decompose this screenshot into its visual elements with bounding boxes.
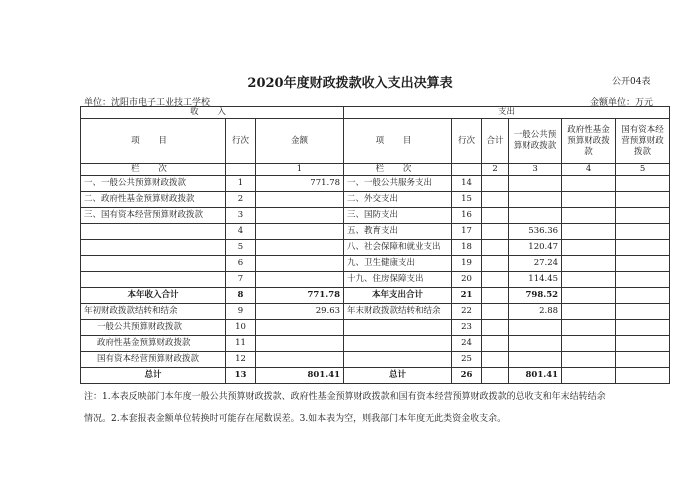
income-row-no-cell: 3 bbox=[226, 208, 256, 224]
gov-fund-cell bbox=[562, 304, 616, 320]
gov-fund-cell bbox=[562, 176, 616, 192]
expense-item-header: 项 目 bbox=[344, 119, 452, 164]
table-row bbox=[81, 240, 670, 256]
expense-total-cell bbox=[482, 176, 509, 192]
expense-row-no-cell: 23 bbox=[452, 320, 482, 336]
state-capital-cell bbox=[616, 256, 670, 272]
general-budget-cell: 536.36 bbox=[509, 224, 562, 240]
income-amount-cell: 771.78 bbox=[256, 288, 344, 304]
income-item-cell: 政府性基金预算财政拨款 bbox=[81, 336, 226, 352]
lan-col-3: 3 bbox=[509, 164, 562, 176]
expense-item-cell: 八、社会保障和就业支出 bbox=[344, 240, 452, 256]
income-row-no-cell: 5 bbox=[226, 240, 256, 256]
general-budget-cell: 798.52 bbox=[509, 288, 562, 304]
general-budget-cell: 801.41 bbox=[509, 368, 562, 384]
income-item-cell: 一、一般公共预算财政拨款 bbox=[81, 176, 226, 192]
table-row bbox=[81, 208, 670, 224]
expense-item-cell: 九、卫生健康支出 bbox=[344, 256, 452, 272]
table-row bbox=[81, 224, 670, 240]
expense-item-cell: 年末财政拨款结转和结余 bbox=[344, 304, 452, 320]
expense-total-cell bbox=[482, 224, 509, 240]
state-capital-cell bbox=[616, 304, 670, 320]
gov-fund-cell bbox=[562, 352, 616, 368]
expense-item-cell: 二、外交支出 bbox=[344, 192, 452, 208]
state-capital-cell bbox=[616, 288, 670, 304]
expense-item-cell: 总计 bbox=[344, 368, 452, 384]
income-amount-header: 金额 bbox=[256, 119, 344, 164]
expense-total-cell bbox=[482, 320, 509, 336]
income-item-cell: 国有资本经营预算财政拨款 bbox=[81, 352, 226, 368]
gov-fund-cell bbox=[562, 368, 616, 384]
general-budget-cell: 120.47 bbox=[509, 240, 562, 256]
income-row-no-cell: 2 bbox=[226, 192, 256, 208]
amount-unit-label: 金额单位：万元 bbox=[590, 98, 654, 108]
table-row bbox=[81, 192, 670, 208]
income-item-cell: 本年收入合计 bbox=[81, 288, 226, 304]
income-item-cell: 三、国有资本经营预算财政拨款 bbox=[81, 208, 226, 224]
table-row bbox=[81, 272, 670, 288]
income-row-no-cell: 7 bbox=[226, 272, 256, 288]
form-number: 公开04表 bbox=[612, 77, 651, 87]
state-capital-header: 国有资本经营预算财政拨款 bbox=[616, 119, 670, 164]
income-item-cell bbox=[81, 224, 226, 240]
gov-fund-cell bbox=[562, 256, 616, 272]
page-title: 2020年度财政拨款收入支出决算表 bbox=[247, 76, 453, 91]
lan-label-left: 栏 次 bbox=[81, 164, 226, 176]
gov-fund-cell bbox=[562, 288, 616, 304]
general-budget-cell: 27.24 bbox=[509, 256, 562, 272]
budget-table bbox=[80, 106, 670, 384]
expense-row-no-header: 行次 bbox=[452, 119, 482, 164]
lan-col-2: 2 bbox=[482, 164, 509, 176]
expense-item-cell: 十九、住房保障支出 bbox=[344, 272, 452, 288]
lan-empty-left bbox=[226, 164, 256, 176]
state-capital-cell bbox=[616, 224, 670, 240]
expense-item-cell bbox=[344, 320, 452, 336]
income-amount-cell bbox=[256, 256, 344, 272]
gov-fund-cell bbox=[562, 240, 616, 256]
expense-total-cell bbox=[482, 208, 509, 224]
expense-total-header: 合计 bbox=[482, 119, 509, 164]
expense-total-cell bbox=[482, 256, 509, 272]
expense-total-cell bbox=[482, 336, 509, 352]
expense-total-cell bbox=[482, 352, 509, 368]
expense-item-cell: 五、教育支出 bbox=[344, 224, 452, 240]
state-capital-cell bbox=[616, 240, 670, 256]
expense-total-cell bbox=[482, 368, 509, 384]
general-budget-cell bbox=[509, 320, 562, 336]
gov-fund-cell bbox=[562, 272, 616, 288]
lan-amount-no: 1 bbox=[256, 164, 344, 176]
gov-fund-cell bbox=[562, 192, 616, 208]
income-item-cell bbox=[81, 272, 226, 288]
income-amount-cell bbox=[256, 336, 344, 352]
expense-row-no-cell: 21 bbox=[452, 288, 482, 304]
general-budget-cell bbox=[509, 192, 562, 208]
state-capital-cell bbox=[616, 208, 670, 224]
income-item-cell bbox=[81, 256, 226, 272]
general-budget-cell bbox=[509, 352, 562, 368]
expense-item-cell: 本年支出合计 bbox=[344, 288, 452, 304]
income-row-no-cell: 8 bbox=[226, 288, 256, 304]
expense-item-cell: 三、国防支出 bbox=[344, 208, 452, 224]
income-row-no-cell: 13 bbox=[226, 368, 256, 384]
income-item-cell: 总计 bbox=[81, 368, 226, 384]
income-item-header: 项 目 bbox=[81, 119, 226, 164]
footnotes bbox=[84, 386, 644, 430]
expense-row-no-cell: 17 bbox=[452, 224, 482, 240]
expense-total-cell bbox=[482, 240, 509, 256]
table-row bbox=[81, 336, 670, 352]
expense-row-no-cell: 19 bbox=[452, 256, 482, 272]
income-item-cell: 年初财政拨款结转和结余 bbox=[81, 304, 226, 320]
income-item-cell: 二、政府性基金预算财政拨款 bbox=[81, 192, 226, 208]
state-capital-cell bbox=[616, 352, 670, 368]
gov-fund-cell bbox=[562, 320, 616, 336]
state-capital-cell bbox=[616, 272, 670, 288]
lan-empty-right bbox=[452, 164, 482, 176]
income-row-no-cell: 11 bbox=[226, 336, 256, 352]
income-amount-cell bbox=[256, 224, 344, 240]
income-item-cell: 一般公共预算财政拨款 bbox=[81, 320, 226, 336]
expense-total-cell bbox=[482, 272, 509, 288]
expense-total-cell bbox=[482, 192, 509, 208]
general-budget-cell bbox=[509, 176, 562, 192]
income-amount-cell bbox=[256, 352, 344, 368]
general-budget-cell: 114.45 bbox=[509, 272, 562, 288]
unit-label: 单位：沈阳市电子工业技工学校 bbox=[84, 98, 211, 108]
lan-col-4: 4 bbox=[562, 164, 616, 176]
gov-fund-cell bbox=[562, 336, 616, 352]
expense-item-cell bbox=[344, 352, 452, 368]
expense-row-no-cell: 25 bbox=[452, 352, 482, 368]
income-amount-cell: 801.41 bbox=[256, 368, 344, 384]
expense-item-cell bbox=[344, 336, 452, 352]
footnote-line-2: 情况。2.本套报表金额单位转换时可能存在尾数误差。3.如本表为空，则我部门本年度无此类资金收支余。 bbox=[84, 414, 507, 424]
state-capital-cell bbox=[616, 320, 670, 336]
lan-label-right: 栏 次 bbox=[344, 164, 452, 176]
table-row bbox=[81, 288, 670, 304]
expense-section-header: 支出 bbox=[344, 107, 670, 119]
table-row bbox=[81, 256, 670, 272]
income-amount-cell bbox=[256, 192, 344, 208]
expense-row-no-cell: 16 bbox=[452, 208, 482, 224]
expense-total-cell bbox=[482, 288, 509, 304]
lan-col-5: 5 bbox=[616, 164, 670, 176]
expense-row-no-cell: 14 bbox=[452, 176, 482, 192]
table-row bbox=[81, 320, 670, 336]
gov-fund-header: 政府性基金预算财政拨款 bbox=[562, 119, 616, 164]
expense-row-no-cell: 18 bbox=[452, 240, 482, 256]
expense-total-cell bbox=[482, 304, 509, 320]
income-amount-cell bbox=[256, 208, 344, 224]
expense-row-no-cell: 26 bbox=[452, 368, 482, 384]
general-budget-cell bbox=[509, 208, 562, 224]
expense-row-no-cell: 22 bbox=[452, 304, 482, 320]
income-row-no-header: 行次 bbox=[226, 119, 256, 164]
income-row-no-cell: 4 bbox=[226, 224, 256, 240]
income-amount-cell bbox=[256, 240, 344, 256]
income-amount-cell bbox=[256, 272, 344, 288]
general-budget-cell: 2.88 bbox=[509, 304, 562, 320]
expense-item-cell: 一、一般公共服务支出 bbox=[344, 176, 452, 192]
table-row bbox=[81, 352, 670, 368]
gov-fund-cell bbox=[562, 208, 616, 224]
income-row-no-cell: 1 bbox=[226, 176, 256, 192]
state-capital-cell bbox=[616, 368, 670, 384]
expense-row-no-cell: 20 bbox=[452, 272, 482, 288]
table-row bbox=[81, 176, 670, 192]
state-capital-cell bbox=[616, 336, 670, 352]
general-budget-header: 一般公共预算财政拨款 bbox=[509, 119, 562, 164]
state-capital-cell bbox=[616, 176, 670, 192]
expense-row-no-cell: 15 bbox=[452, 192, 482, 208]
expense-row-no-cell: 24 bbox=[452, 336, 482, 352]
footnote-line-1: 注：1.本表反映部门本年度一般公共预算财政拨款、政府性基金预算财政拨款和国有资本经营预算财政拨款的总收支和年末结转结余 bbox=[84, 392, 606, 402]
income-row-no-cell: 9 bbox=[226, 304, 256, 320]
income-section-header: 收 入 bbox=[81, 107, 344, 119]
income-amount-cell bbox=[256, 320, 344, 336]
state-capital-cell bbox=[616, 192, 670, 208]
income-amount-cell: 29.63 bbox=[256, 304, 344, 320]
income-item-cell bbox=[81, 240, 226, 256]
income-amount-cell: 771.78 bbox=[256, 176, 344, 192]
general-budget-cell bbox=[509, 336, 562, 352]
income-row-no-cell: 6 bbox=[226, 256, 256, 272]
gov-fund-cell bbox=[562, 224, 616, 240]
table-row bbox=[81, 304, 670, 320]
income-row-no-cell: 12 bbox=[226, 352, 256, 368]
table-row bbox=[81, 368, 670, 384]
income-row-no-cell: 10 bbox=[226, 320, 256, 336]
